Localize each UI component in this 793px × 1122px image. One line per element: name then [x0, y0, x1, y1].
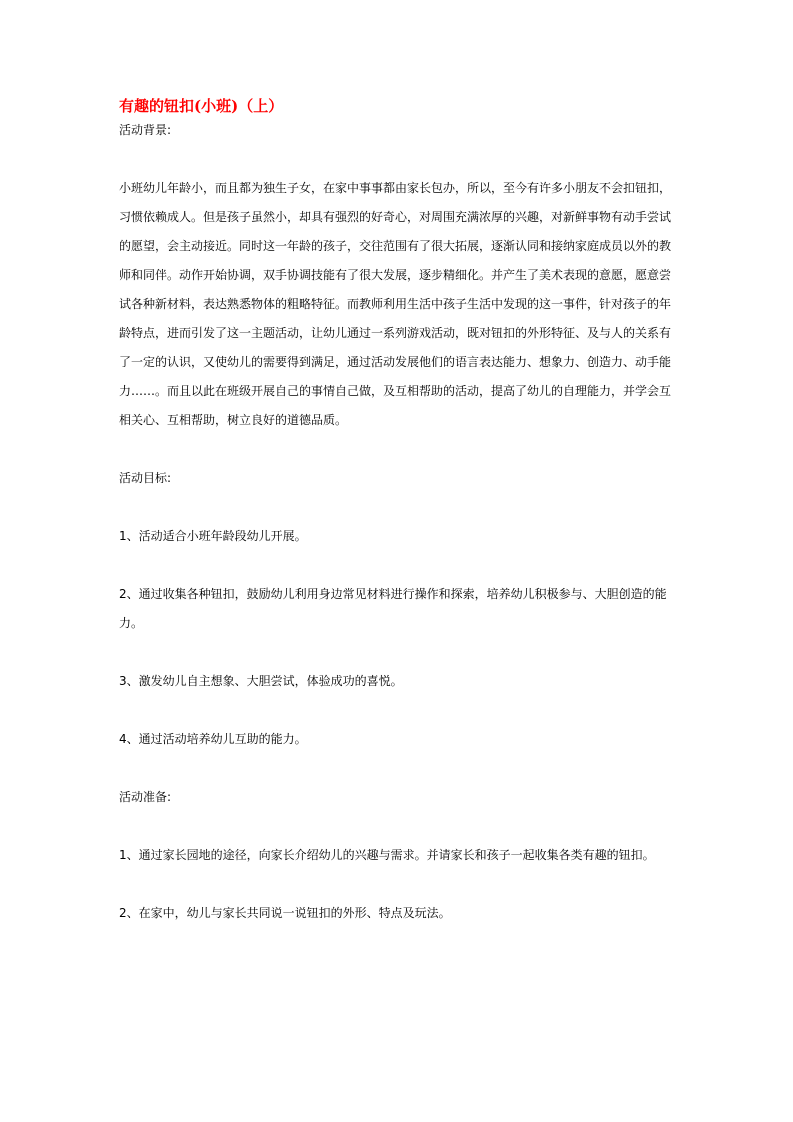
- document-page: [119, 96, 679, 928]
- spacer: [119, 696, 679, 725]
- prep-label: 活动准备:: [119, 790, 172, 804]
- prep-item-1: 1、通过家长园地的途径，向家长介绍幼儿的兴趣与需求。并请家长和孩子一起收集各类有趣的钮扣。: [119, 848, 655, 862]
- goal-item-3: 3、激发幼儿自主想象、大胆尝试，体验成功的喜悦。: [119, 674, 403, 688]
- prep-item-2: 2、在家中，幼儿与家长共同说一说钮扣的外形、特点及玩法。: [119, 906, 451, 920]
- goal-item-4: 4、通过活动培养幼儿互助的能力。: [119, 732, 307, 746]
- spacer: [119, 754, 679, 783]
- spacer: [119, 435, 679, 464]
- spacer: [119, 870, 679, 899]
- goal-item-1: 1、活动适合小班年龄段幼儿开展。: [119, 529, 307, 543]
- spacer: [119, 812, 679, 841]
- document-title: 有趣的钮扣(小班)（上）: [119, 97, 284, 115]
- spacer: [119, 638, 679, 667]
- spacer: [119, 145, 679, 174]
- goals-label: 活动目标:: [119, 471, 172, 485]
- spacer: [119, 493, 679, 522]
- background-label: 活动背景:: [119, 123, 172, 137]
- spacer: [119, 551, 679, 580]
- background-paragraph: 小班幼儿年龄小，而且都为独生子女，在家中事事都由家长包办，所以，至今有许多小朋友不会扣钮扣，习惯依赖成人。但是孩子虽然小，却具有强烈的好奇心，对周围充满浓厚的兴趣，对新鲜事物有动手尝试的愿望，会主动接近。同时这一年龄的孩子，交往范围有了很大拓展，逐渐认同和接纳家庭成员以外的教师和同伴。动作开始协调，双手协调技能有了很大发展，逐步精细化。并产生了美术表现的意愿，愿意尝试各种新材料，表达熟悉物体的粗略特征。而教师利用生活中孩子生活中发现的这一事件，针对孩子的年龄特点，进而引发了这一主题活动，让幼儿通过一系列游戏活动，既对钮扣的外形特征、及与人的关系有了一定的认识，又使幼儿的需要得到满足，通过活动发展他们的语言表达能力、想象力、创造力、动手能力……。而且以此在班级开展自己的事情自己做，及互相帮助的活动，提高了幼儿的自理能力，并学会互相关心、互相帮助，树立良好的道德品质。: [119, 181, 672, 427]
- goal-item-2: 2、通过收集各种钮扣，鼓励幼儿利用身边常见材料进行操作和探索，培养幼儿积极参与、大胆创造的能力。: [119, 587, 667, 630]
